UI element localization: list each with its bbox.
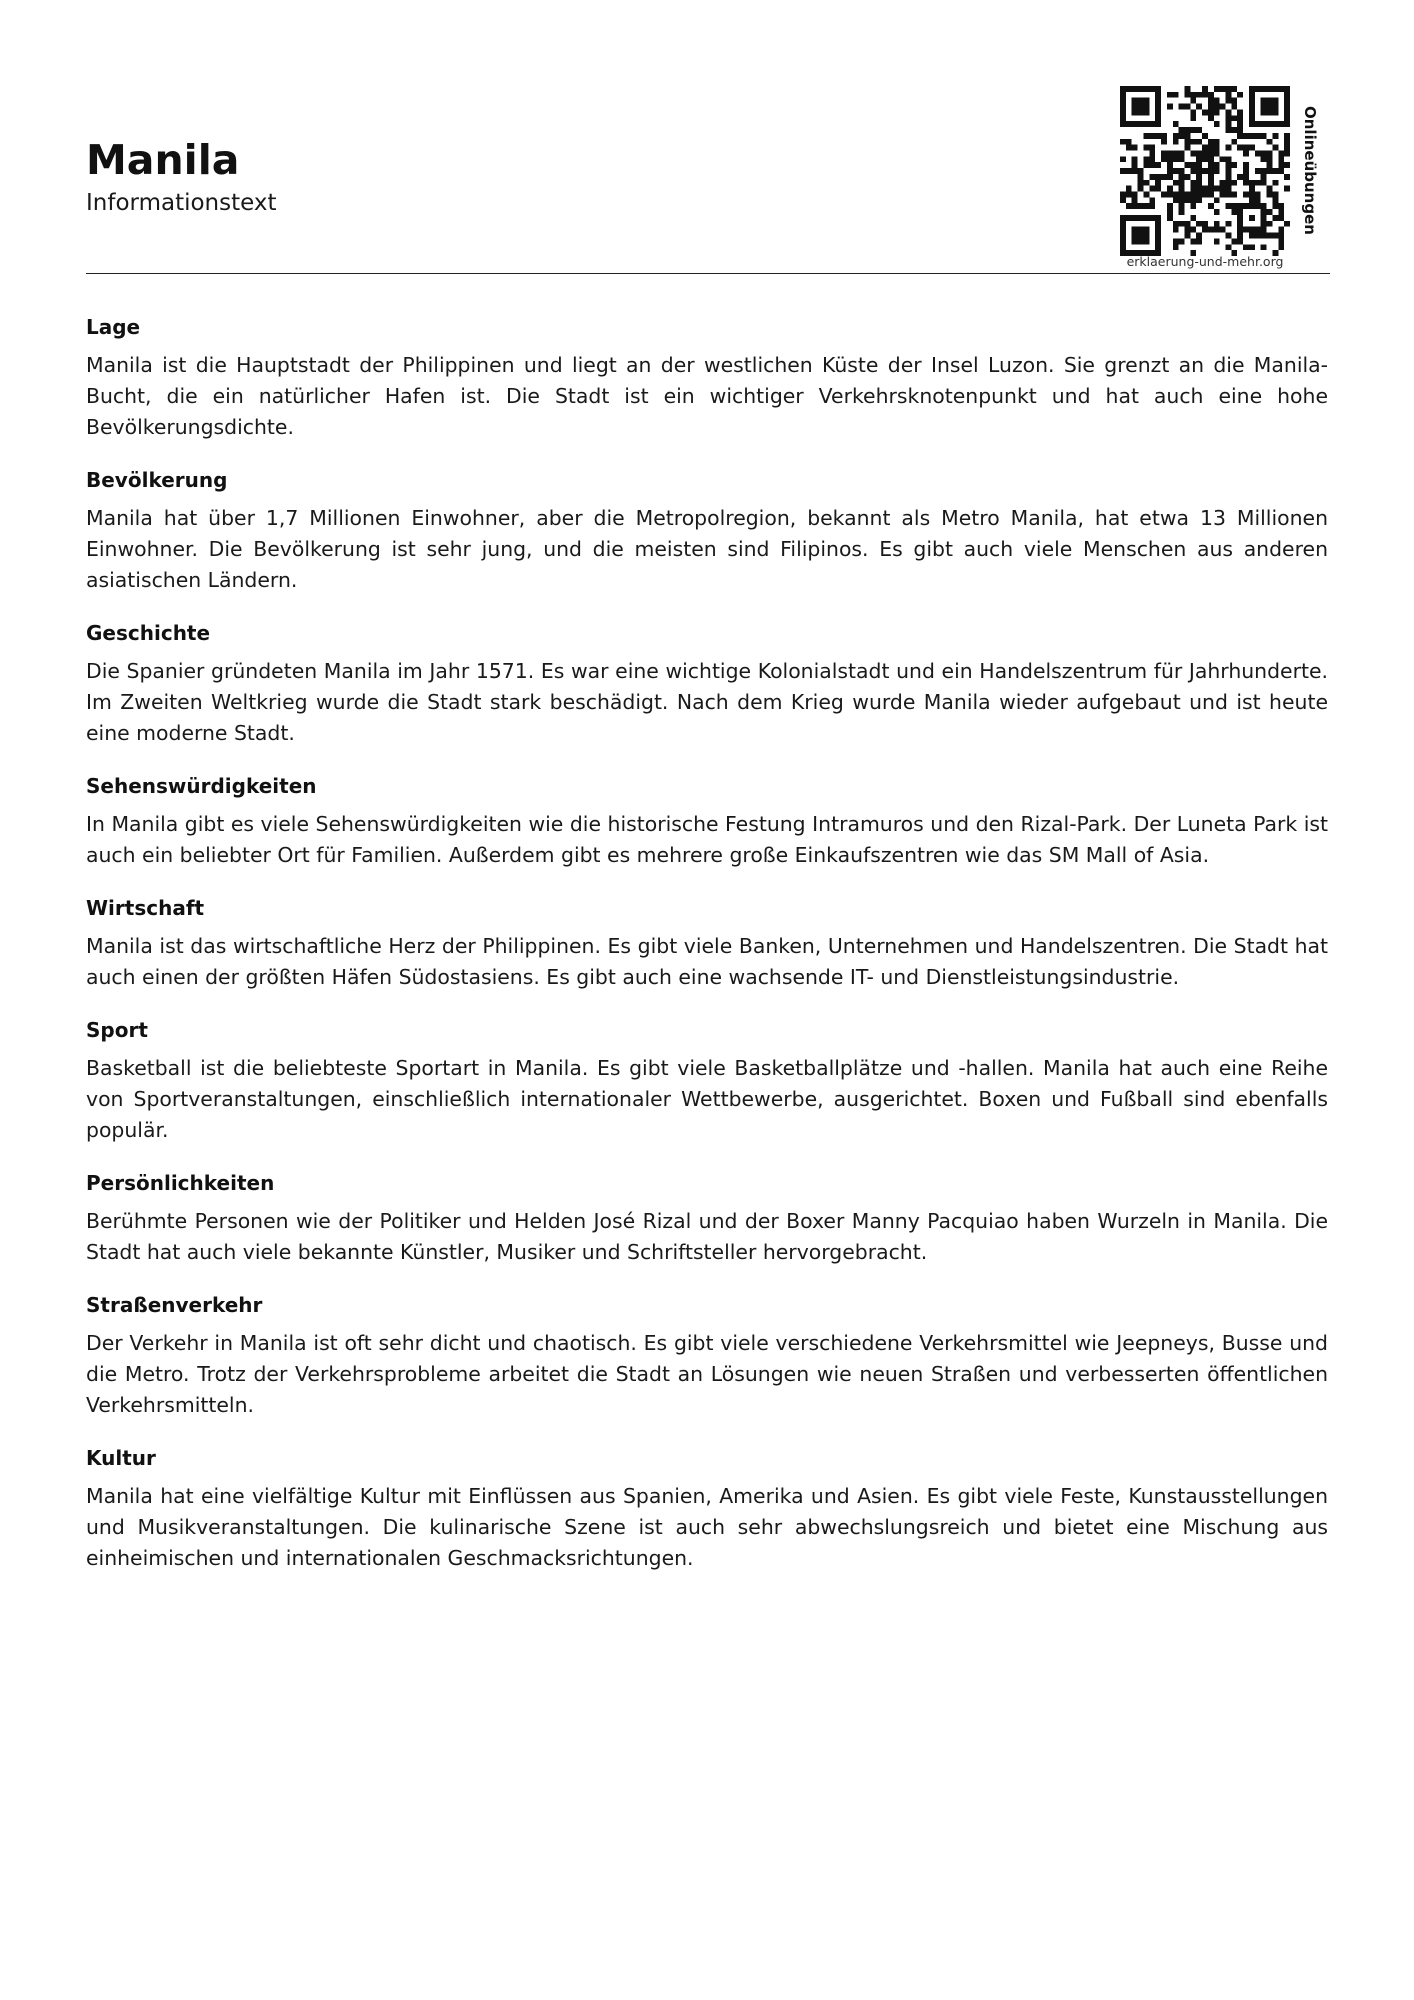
- page-header: [86, 86, 1328, 274]
- section-heading: Bevölkerung: [86, 468, 228, 492]
- section-sehenswuerdigkeiten: [86, 771, 1328, 871]
- qr-code-block[interactable]: [1120, 86, 1330, 276]
- page-title: Manila: [86, 136, 240, 184]
- section-heading: Kultur: [86, 1446, 156, 1470]
- section-lage: [86, 312, 1328, 443]
- qr-caption-link[interactable]: erklaerung-und-mehr.org: [1126, 254, 1284, 269]
- section-persoenlichkeiten: [86, 1168, 1328, 1268]
- section-heading: Lage: [86, 315, 141, 339]
- section-heading: Straßenverkehr: [86, 1293, 263, 1317]
- info-text-content: [86, 312, 1328, 1596]
- section-heading: Geschichte: [86, 621, 211, 645]
- section-sport: [86, 1015, 1328, 1146]
- section-kultur: [86, 1443, 1328, 1574]
- section-paragraph: Berühmte Personen wie der Politiker und Helden José Rizal und der Boxer Manny Pacquiao haben Wurzeln in Manila. Die Stadt hat auch viele bekannte Künstler, Musiker und Schriftsteller hervorgebracht.: [86, 1209, 1328, 1264]
- header-divider: [86, 273, 1330, 274]
- section-paragraph: Basketball ist die beliebteste Sportart in Manila. Es gibt viele Basketballplätze und -hallen. Manila hat auch eine Reihe von Sportveranstaltungen, einschließlich internationaler Wettbewerbe, ausgerichtet. Boxen und Fußball sind ebenfalls populär.: [86, 1056, 1328, 1142]
- section-heading: Sehenswürdigkeiten: [86, 774, 317, 798]
- section-heading: Wirtschaft: [86, 896, 205, 920]
- section-wirtschaft: [86, 893, 1328, 993]
- qr-code-icon[interactable]: [1120, 86, 1290, 256]
- section-geschichte: [86, 618, 1328, 749]
- section-strassenverkehr: [86, 1290, 1328, 1421]
- qr-side-label: Onlineübungen: [1301, 106, 1319, 235]
- page-subtitle: Informationstext: [86, 190, 277, 216]
- section-paragraph: Manila ist das wirtschaftliche Herz der Philippinen. Es gibt viele Banken, Unternehmen und Handelszentren. Die Stadt hat auch einen der größten Häfen Südostasiens. Es gibt auch eine wachsende IT- und Dienstleistungsindustrie.: [86, 934, 1328, 989]
- section-paragraph: Manila hat über 1,7 Millionen Einwohner, aber die Metropolregion, bekannt als Metro Manila, hat etwa 13 Millionen Einwohner. Die Bevölkerung ist sehr jung, und die meisten sind Filipinos. Es gibt auch viele Menschen aus anderen asiatischen Ländern.: [86, 506, 1328, 592]
- section-paragraph: Der Verkehr in Manila ist oft sehr dicht und chaotisch. Es gibt viele verschiedene Verkehrsmittel wie Jeepneys, Busse und die Metro. Trotz der Verkehrsprobleme arbeitet die Stadt an Lösungen wie neuen Straßen und verbesserten öffentlichen Verkehrsmitteln.: [86, 1331, 1328, 1417]
- section-paragraph: Manila hat eine vielfältige Kultur mit Einflüssen aus Spanien, Amerika und Asien. Es gibt viele Feste, Kunstausstellungen und Musikveranstaltungen. Die kulinarische Szene ist auch sehr abwechslungsreich und bietet eine Mischung aus einheimischen und internationalen Geschmacksrichtungen.: [86, 1484, 1328, 1570]
- section-bevoelkerung: [86, 465, 1328, 596]
- section-paragraph: In Manila gibt es viele Sehenswürdigkeiten wie die historische Festung Intramuros und den Rizal-Park. Der Luneta Park ist auch ein beliebter Ort für Familien. Außerdem gibt es mehrere große Einkaufszentren wie das SM Mall of Asia.: [86, 812, 1328, 867]
- section-paragraph: Manila ist die Hauptstadt der Philippinen und liegt an der westlichen Küste der Insel Luzon. Sie grenzt an die Manila-Bucht, die ein natürlicher Hafen ist. Die Stadt ist ein wichtiger Verkehrsknotenpunkt und hat auch eine hohe Bevölkerungsdichte.: [86, 353, 1328, 439]
- section-heading: Sport: [86, 1018, 148, 1042]
- section-paragraph: Die Spanier gründeten Manila im Jahr 1571. Es war eine wichtige Kolonialstadt und ein Handelszentrum für Jahrhunderte. Im Zweiten Weltkrieg wurde die Stadt stark beschädigt. Nach dem Krieg wurde Manila wieder aufgebaut und ist heute eine moderne Stadt.: [86, 659, 1328, 745]
- section-heading: Persönlichkeiten: [86, 1171, 275, 1195]
